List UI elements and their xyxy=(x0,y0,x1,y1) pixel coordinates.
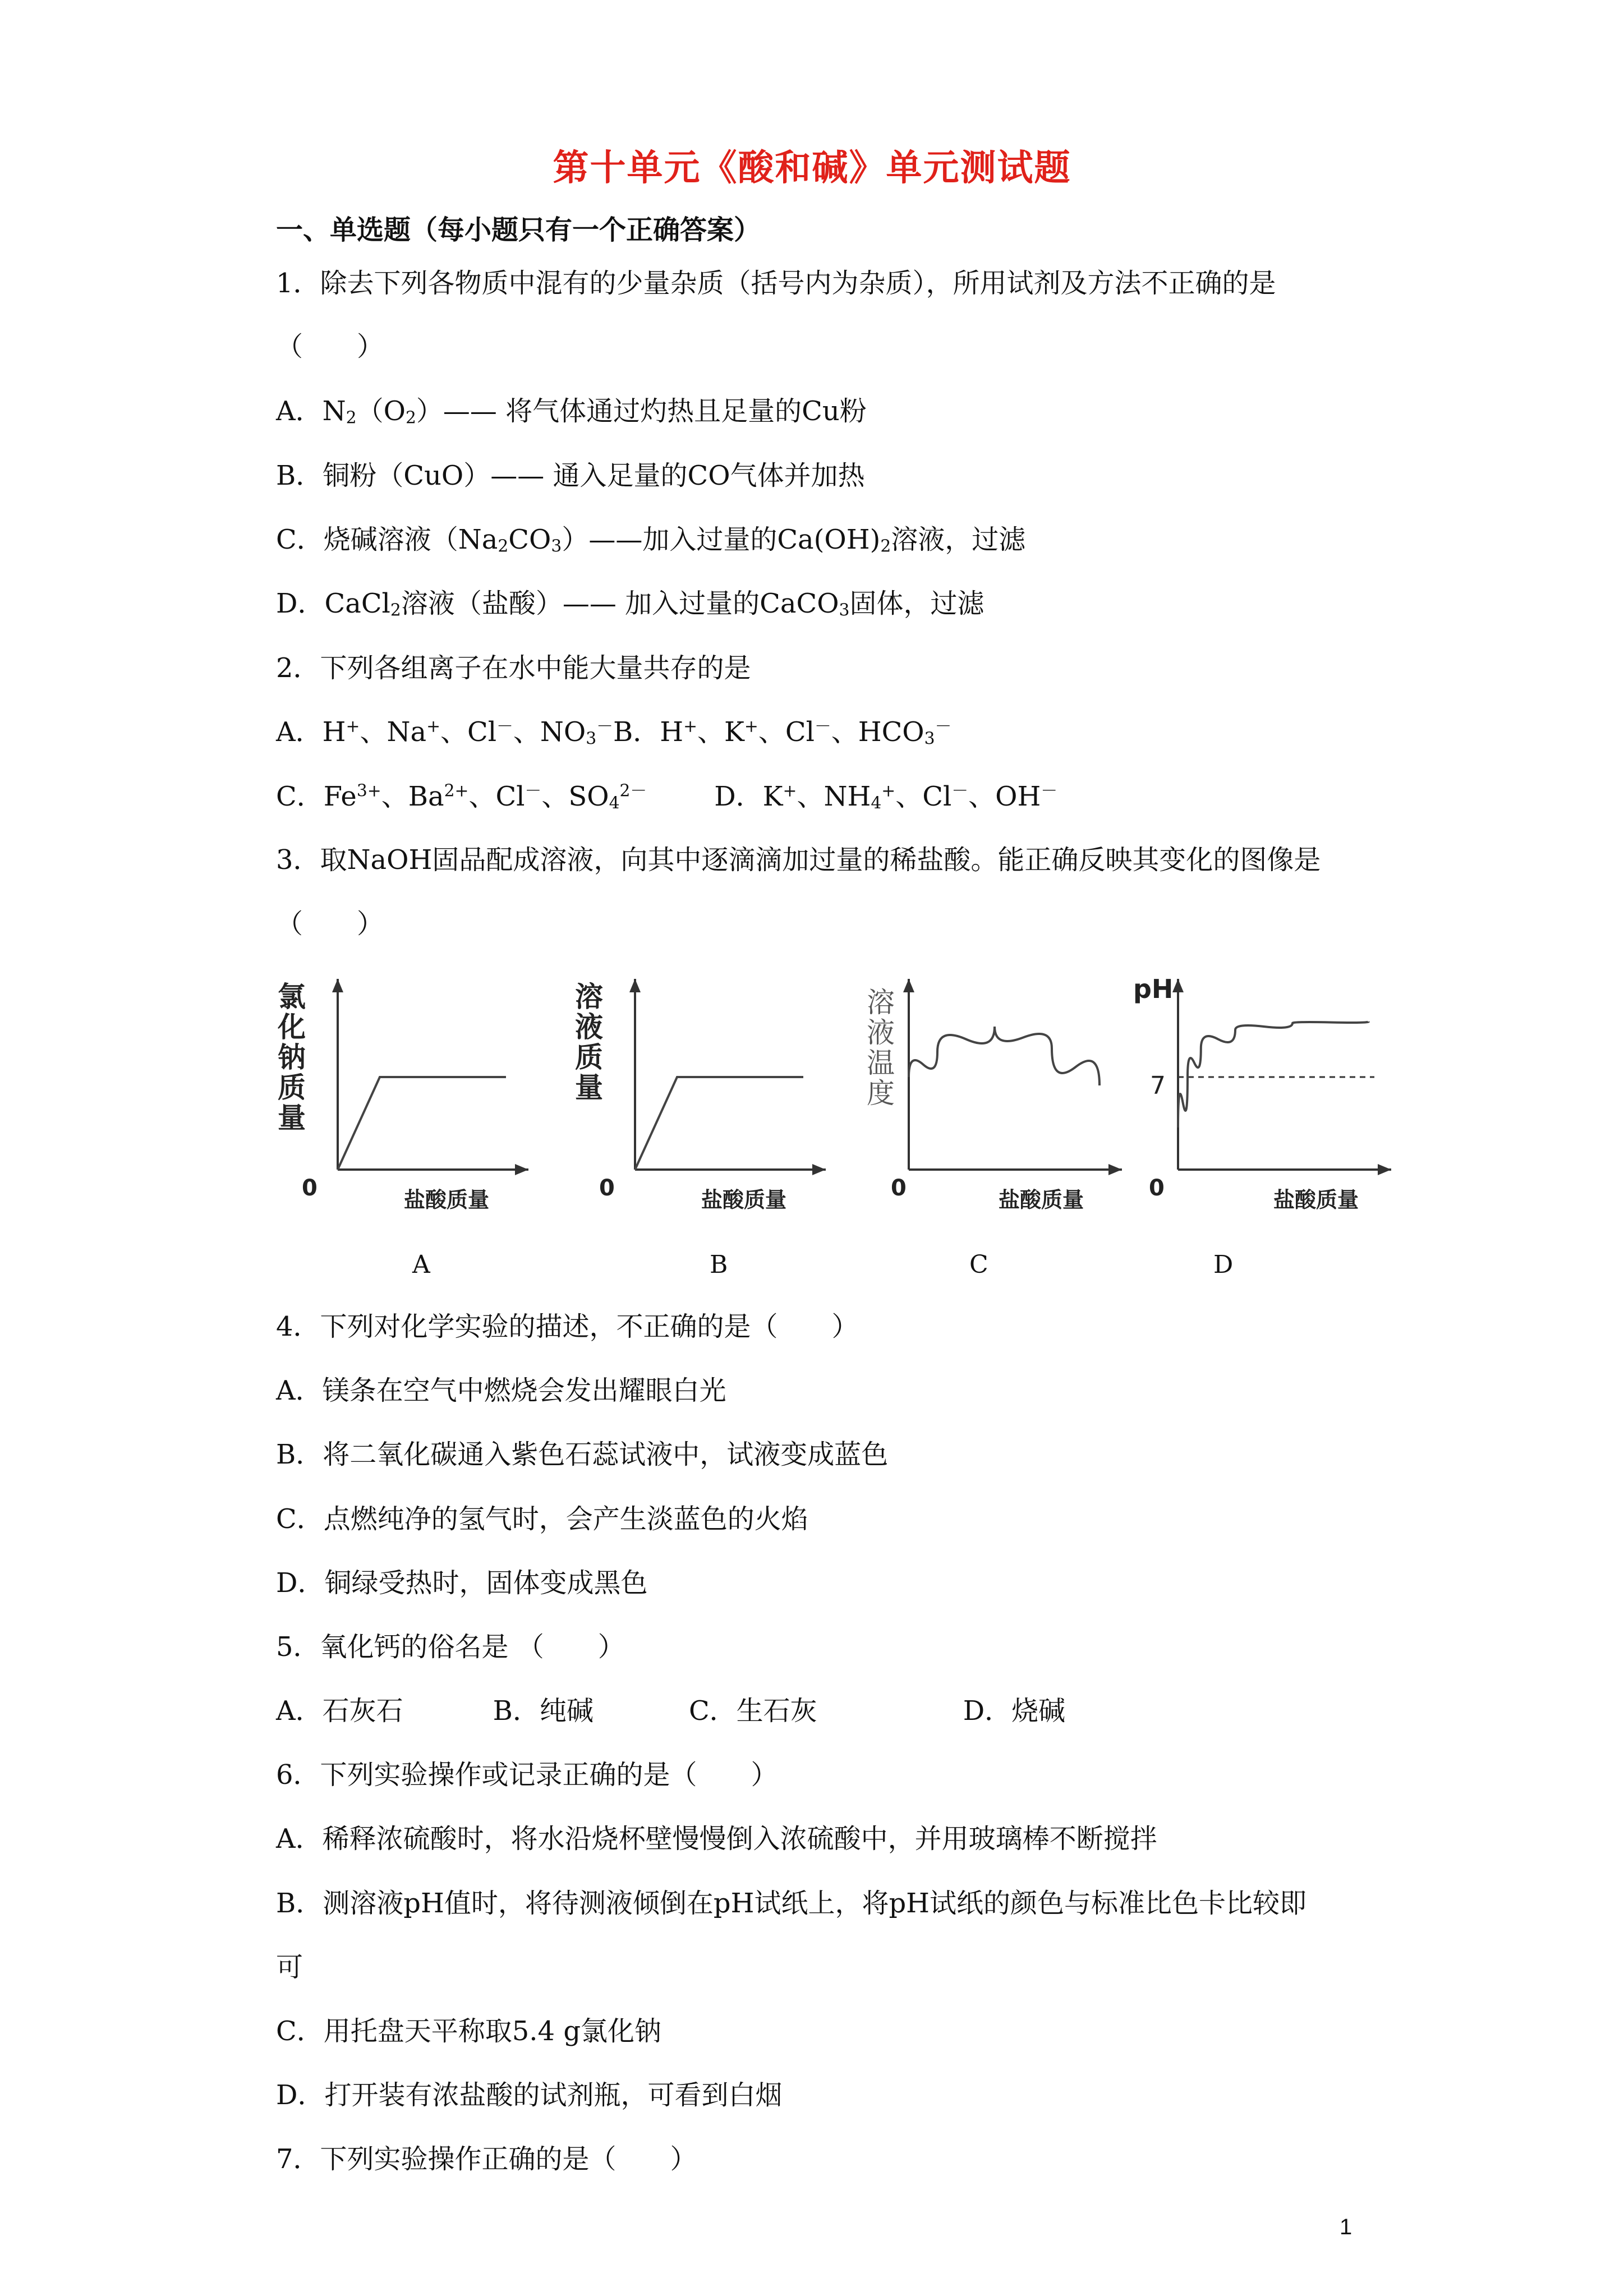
question-4-option-d: D．铜绿受热时，固体变成黑色 xyxy=(276,1567,648,1599)
graph-b-xlabel: 盐酸质量 xyxy=(701,1188,787,1212)
graph-d-y-arrow xyxy=(1172,979,1184,992)
graph-a-curve xyxy=(338,1077,506,1170)
question-1-option-c: C．烧碱溶液$(Na_2CO_3)——$加入过量的$Ca(OH)_2$溶液，过滤 xyxy=(276,524,1026,556)
graph-b-ylabel: 溶液质量 xyxy=(575,981,603,1104)
question-6-option-b-cont: 可 xyxy=(276,1952,303,1983)
graph-c xyxy=(864,970,1116,1234)
graph-b-y-arrow xyxy=(629,979,641,992)
graph-c-xlabel: 盐酸质量 xyxy=(999,1188,1084,1212)
question-3-paren: （ ） xyxy=(276,908,384,940)
graph-c-ylabel: 溶液温度 xyxy=(867,986,895,1110)
graph-b-x-arrow xyxy=(812,1164,826,1175)
question-4-option-a: A．镁条在空气中燃烧会发出耀眼白光 xyxy=(276,1375,726,1406)
question-6-option-b: B．测溶液pH值时，将待测液倾倒在pH试纸上，将pH试纸的颜色与标准比色卡比较即 xyxy=(276,1888,1307,1919)
question-5-options xyxy=(276,1694,1065,1728)
graph-d-ref-label: 7 xyxy=(1150,1071,1166,1100)
graph-c-x-arrow xyxy=(1108,1164,1122,1175)
graph-d-ylabel: pH xyxy=(1133,974,1174,1004)
graph-a-plot xyxy=(275,970,527,1234)
question-1-stem: 1．除去下列各物质中混有的少量杂质（括号内为杂质），所用试剂及方法不正确的是 xyxy=(276,268,1276,299)
question-1-option-b: B．铜粉（CuO）—— 通入足量的CO气体并加热 xyxy=(276,460,865,491)
graph-d-x-arrow xyxy=(1378,1164,1391,1175)
graph-c-plot xyxy=(864,970,1116,1234)
question-6-option-a: A．稀释浓硫酸时，将水沿烧杯壁慢慢倒入浓硫酸中，并用玻璃棒不断搅拌 xyxy=(276,1823,1157,1855)
graph-a-ylabel: 氯化钠质量 xyxy=(278,981,306,1134)
page-number: 1 xyxy=(1340,2215,1352,2239)
question-4-stem: 4．下列对化学实验的描述，不正确的是（ ） xyxy=(276,1311,859,1342)
page-title: 第十单元《酸和碱》单元测试题 xyxy=(553,147,1071,189)
graph-a-origin: 0 xyxy=(302,1175,318,1201)
question-6-stem: 6．下列实验操作或记录正确的是（ ） xyxy=(276,1759,778,1791)
graph-d-plot xyxy=(1133,970,1386,1234)
graph-d-xlabel: 盐酸质量 xyxy=(1273,1188,1359,1212)
graph-b xyxy=(572,970,825,1234)
graph-label-b: B xyxy=(710,1250,728,1279)
graph-d xyxy=(1133,970,1386,1234)
graph-b-curve xyxy=(635,1077,803,1170)
graph-d-curve xyxy=(1178,1022,1369,1128)
question-1-option-d: D．CaCl$_2$溶液（盐酸）—— 加入过量的CaCO$_3$固体，过滤 xyxy=(276,588,984,620)
question-4-option-c: C．点燃纯净的氢气时，会产生淡蓝色的火焰 xyxy=(276,1503,808,1535)
graph-b-plot xyxy=(572,970,825,1234)
section-heading: 一、单选题（每小题只有一个正确答案） xyxy=(276,214,761,246)
question-6-option-d: D．打开装有浓盐酸的试剂瓶，可看到白烟 xyxy=(276,2079,783,2111)
question-5-option-c: C．生石灰 xyxy=(688,1695,817,1727)
question-1-paren: （ ） xyxy=(276,331,384,362)
question-2-options-cd: C．$Fe^{3+}$、$Ba^{2+}$、Cl－、$SO_4^{2-}$ D．K+、$NH_4^+$、Cl－、OH－ xyxy=(276,781,1058,813)
graph-label-c: C xyxy=(969,1250,988,1279)
question-3-stem: 3．取NaOH固品配成溶液，向其中逐滴滴加过量的稀盐酸。能正确反映其变化的图像是 xyxy=(276,844,1321,876)
question-5-option-d: D．烧碱 xyxy=(963,1695,1066,1727)
question-5-option-a: A．石灰石 xyxy=(276,1695,403,1727)
graph-b-origin: 0 xyxy=(599,1175,615,1201)
graph-a-y-arrow xyxy=(332,979,343,992)
graph-a-xlabel: 盐酸质量 xyxy=(404,1188,490,1212)
question-5-option-b: B．纯碱 xyxy=(493,1695,594,1727)
question-1-option-a: A．$N_2(O_2)——$ 将气体通过灼热且足量的Cu粉 xyxy=(276,395,867,428)
graph-label-a: A xyxy=(412,1250,430,1279)
question-2-stem: 2．下列各组离子在水中能大量共存的是 xyxy=(276,652,751,684)
graph-d-origin: 0 xyxy=(1149,1175,1165,1201)
question-3-graphs xyxy=(275,970,1397,1234)
graph-a-x-arrow xyxy=(515,1164,528,1175)
question-5-stem: 5．氧化钙的俗名是 （ ） xyxy=(276,1631,625,1663)
graph-c-curve xyxy=(909,1027,1099,1085)
graph-a xyxy=(275,970,527,1234)
question-2-options-ab: A．H+、Na+、Cl－、$NO_3^-B$．H+、K+、Cl－、$HCO_3^-$ xyxy=(276,716,952,749)
graph-c-y-arrow xyxy=(903,979,914,992)
graph-c-origin: 0 xyxy=(891,1175,907,1201)
question-4-option-b: B．将二氧化碳通入紫色石蕊试液中，试液变成蓝色 xyxy=(276,1439,889,1470)
question-7-stem: 7．下列实验操作正确的是（ ） xyxy=(276,2143,697,2175)
question-6-option-c: C．用托盘天平称取5.4 g氯化钠 xyxy=(276,2016,662,2047)
graph-label-d: D xyxy=(1213,1250,1234,1279)
